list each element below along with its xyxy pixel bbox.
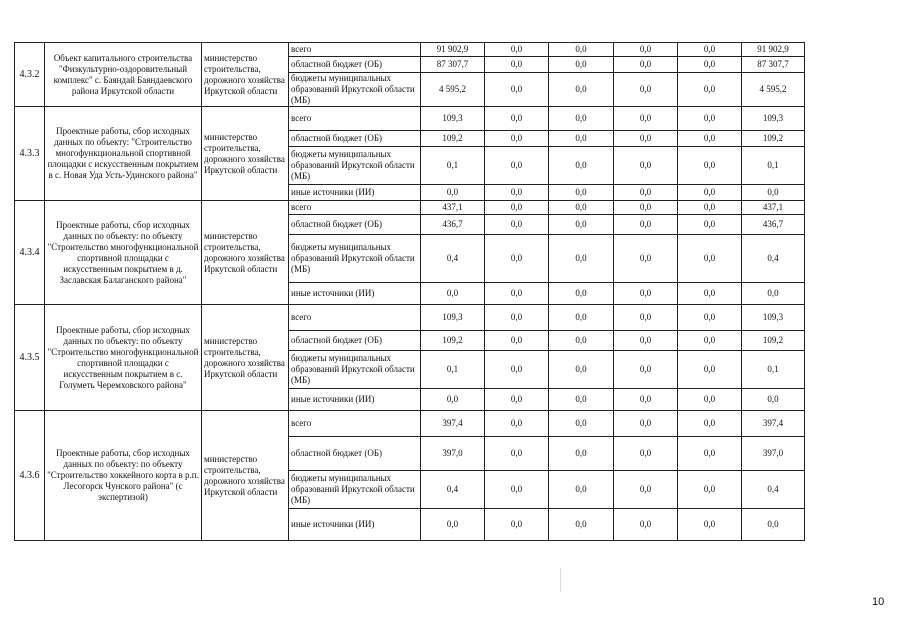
amount-cell: 0,0 <box>549 305 614 331</box>
amount-cell: 0,0 <box>549 147 614 185</box>
scan-artifact-line <box>560 568 561 592</box>
funding-source: областной бюджет (ОБ) <box>289 331 421 351</box>
amount-cell: 109,2 <box>742 331 805 351</box>
funding-source: всего <box>289 411 421 437</box>
amount-cell: 109,3 <box>421 107 485 131</box>
amount-cell: 0,0 <box>549 471 614 509</box>
amount-cell: 0,0 <box>678 411 742 437</box>
amount-cell: 0,0 <box>549 331 614 351</box>
funding-source: иные источники (ИИ) <box>289 283 421 305</box>
amount-cell: 0,0 <box>421 185 485 201</box>
amount-cell: 0,0 <box>678 235 742 283</box>
amount-cell: 0,0 <box>549 235 614 283</box>
amount-cell: 0,0 <box>742 509 805 541</box>
amount-cell: 0,0 <box>678 73 742 107</box>
amount-cell: 0,0 <box>485 43 549 57</box>
item-code: 4.3.6 <box>15 411 45 541</box>
amount-cell: 0,0 <box>549 185 614 201</box>
amount-cell: 0,0 <box>485 57 549 73</box>
amount-cell: 0,0 <box>614 107 678 131</box>
amount-cell: 0,0 <box>678 351 742 389</box>
amount-cell: 4 595,2 <box>742 73 805 107</box>
amount-cell: 0,0 <box>678 471 742 509</box>
item-code: 4.3.2 <box>15 43 45 107</box>
amount-cell: 0,0 <box>614 351 678 389</box>
funding-source: иные источники (ИИ) <box>289 389 421 411</box>
amount-cell: 0,0 <box>485 107 549 131</box>
amount-cell: 0,1 <box>742 147 805 185</box>
funding-source: всего <box>289 43 421 57</box>
amount-cell: 437,1 <box>742 201 805 215</box>
amount-cell: 0,0 <box>549 351 614 389</box>
funding-source: областной бюджет (ОБ) <box>289 131 421 147</box>
amount-cell: 0,0 <box>742 389 805 411</box>
amount-cell: 437,1 <box>421 201 485 215</box>
amount-cell: 0,0 <box>549 107 614 131</box>
amount-cell: 0,0 <box>485 437 549 471</box>
amount-cell: 0,0 <box>549 215 614 235</box>
amount-cell: 0,4 <box>742 235 805 283</box>
amount-cell: 0,0 <box>549 43 614 57</box>
table-row <box>15 411 805 437</box>
amount-cell: 0,0 <box>485 235 549 283</box>
amount-cell: 0,0 <box>485 283 549 305</box>
funding-source: бюджеты муниципальных образований Иркутской области (МБ) <box>289 235 421 283</box>
amount-cell: 0,0 <box>678 185 742 201</box>
amount-cell: 109,3 <box>421 305 485 331</box>
amount-cell: 0,0 <box>485 147 549 185</box>
amount-cell: 436,7 <box>421 215 485 235</box>
item-code: 4.3.3 <box>15 107 45 201</box>
amount-cell: 0,4 <box>421 471 485 509</box>
funding-source: бюджеты муниципальных образований Иркутской области (МБ) <box>289 351 421 389</box>
amount-cell: 0,1 <box>421 351 485 389</box>
item-name: Проектные работы, сбор исходных данных по объекту: по объекту "Строительство хоккейного корта в р.п. Лесогорск Чунского района" (с экспертизой) <box>45 411 202 541</box>
amount-cell: 0,0 <box>678 305 742 331</box>
amount-cell: 436,7 <box>742 215 805 235</box>
amount-cell: 0,0 <box>742 283 805 305</box>
funding-source: областной бюджет (ОБ) <box>289 57 421 73</box>
amount-cell: 0,0 <box>614 283 678 305</box>
amount-cell: 109,3 <box>742 305 805 331</box>
amount-cell: 0,0 <box>678 201 742 215</box>
item-executor: министерство строительства, дорожного хозяйства Иркутской области <box>202 411 289 541</box>
amount-cell: 0,0 <box>614 305 678 331</box>
amount-cell: 0,0 <box>549 131 614 147</box>
funding-source: областной бюджет (ОБ) <box>289 215 421 235</box>
amount-cell: 0,0 <box>614 147 678 185</box>
amount-cell: 0,0 <box>549 509 614 541</box>
amount-cell: 0,0 <box>614 471 678 509</box>
amount-cell: 0,0 <box>678 389 742 411</box>
amount-cell: 0,0 <box>549 411 614 437</box>
item-name: Объект капитального строительства "Физкультурно-оздоровительный комплекс" с. Баяндай Баяндаевского района Иркутской области <box>45 43 202 107</box>
amount-cell: 397,0 <box>421 437 485 471</box>
amount-cell: 397,4 <box>421 411 485 437</box>
amount-cell: 0,0 <box>614 331 678 351</box>
amount-cell: 0,0 <box>549 283 614 305</box>
amount-cell: 0,0 <box>485 185 549 201</box>
table-body <box>15 43 805 541</box>
amount-cell: 0,0 <box>549 201 614 215</box>
amount-cell: 0,0 <box>485 389 549 411</box>
funding-source: бюджеты муниципальных образований Иркутской области (МБ) <box>289 147 421 185</box>
item-executor: министерство строительства, дорожного хозяйства Иркутской области <box>202 107 289 201</box>
amount-cell: 0,0 <box>421 389 485 411</box>
item-name: Проектные работы, сбор исходных данных по объекту: по объекту "Строительство многофункциональной спортивной площадки с искусственным покрытием в д. Заславская Балаганского района" <box>45 201 202 305</box>
amount-cell: 0,0 <box>549 389 614 411</box>
amount-cell: 87 307,7 <box>421 57 485 73</box>
amount-cell: 0,0 <box>614 43 678 57</box>
amount-cell: 109,2 <box>421 131 485 147</box>
amount-cell: 0,0 <box>678 283 742 305</box>
amount-cell: 0,0 <box>614 201 678 215</box>
amount-cell: 0,0 <box>421 283 485 305</box>
funding-source: иные источники (ИИ) <box>289 509 421 541</box>
amount-cell: 0,0 <box>485 509 549 541</box>
amount-cell: 0,0 <box>678 43 742 57</box>
amount-cell: 0,0 <box>678 57 742 73</box>
amount-cell: 0,0 <box>485 471 549 509</box>
amount-cell: 87 307,7 <box>742 57 805 73</box>
amount-cell: 0,0 <box>678 331 742 351</box>
amount-cell: 0,4 <box>421 235 485 283</box>
funding-source: всего <box>289 107 421 131</box>
amount-cell: 0,0 <box>614 235 678 283</box>
amount-cell: 397,0 <box>742 437 805 471</box>
amount-cell: 91 902,9 <box>421 43 485 57</box>
amount-cell: 109,2 <box>421 331 485 351</box>
amount-cell: 0,0 <box>549 57 614 73</box>
amount-cell: 0,4 <box>742 471 805 509</box>
amount-cell: 0,0 <box>678 509 742 541</box>
amount-cell: 0,0 <box>485 131 549 147</box>
amount-cell: 0,0 <box>549 73 614 107</box>
funding-source: иные источники (ИИ) <box>289 185 421 201</box>
amount-cell: 0,0 <box>678 131 742 147</box>
item-executor: министерство строительства, дорожного хозяйства Иркутской области <box>202 43 289 107</box>
budget-table <box>14 42 805 541</box>
amount-cell: 0,0 <box>485 331 549 351</box>
item-executor: министерство строительства, дорожного хозяйства Иркутской области <box>202 305 289 411</box>
amount-cell: 0,0 <box>485 305 549 331</box>
amount-cell: 0,0 <box>485 73 549 107</box>
table-row <box>15 201 805 215</box>
amount-cell: 0,0 <box>742 185 805 201</box>
amount-cell: 397,4 <box>742 411 805 437</box>
amount-cell: 91 902,9 <box>742 43 805 57</box>
amount-cell: 0,0 <box>614 131 678 147</box>
item-executor: министерство строительства, дорожного хозяйства Иркутской области <box>202 201 289 305</box>
amount-cell: 0,0 <box>614 57 678 73</box>
table-row <box>15 107 805 131</box>
amount-cell: 0,0 <box>678 215 742 235</box>
item-code: 4.3.4 <box>15 201 45 305</box>
funding-source: бюджеты муниципальных образований Иркутской области (МБ) <box>289 471 421 509</box>
amount-cell: 4 595,2 <box>421 73 485 107</box>
funding-source: всего <box>289 305 421 331</box>
funding-source: областной бюджет (ОБ) <box>289 437 421 471</box>
amount-cell: 0,0 <box>614 389 678 411</box>
amount-cell: 0,0 <box>485 215 549 235</box>
amount-cell: 0,1 <box>742 351 805 389</box>
item-name: Проектные работы, сбор исходных данных по объекту: по объекту "Строительство многофункциональной спортивной площадки с искусственным покрытием в с. Голуметь Черемховского района" <box>45 305 202 411</box>
amount-cell: 0,0 <box>678 437 742 471</box>
page-number: 10 <box>872 596 885 608</box>
amount-cell: 0,0 <box>485 351 549 389</box>
amount-cell: 0,0 <box>549 437 614 471</box>
table-row <box>15 43 805 57</box>
table-row <box>15 305 805 331</box>
amount-cell: 0,0 <box>678 147 742 185</box>
amount-cell: 0,0 <box>485 201 549 215</box>
amount-cell: 109,2 <box>742 131 805 147</box>
funding-source: бюджеты муниципальных образований Иркутской области (МБ) <box>289 73 421 107</box>
amount-cell: 0,0 <box>421 509 485 541</box>
amount-cell: 0,0 <box>614 185 678 201</box>
amount-cell: 0,0 <box>614 73 678 107</box>
item-name: Проектные работы, сбор исходных данных по объекту: "Строительство многофункциональной спортивной площадки с искусственным покрытием в с. Новая Уда Усть-Удинского района" <box>45 107 202 201</box>
amount-cell: 0,0 <box>614 509 678 541</box>
amount-cell: 0,0 <box>678 107 742 131</box>
amount-cell: 0,0 <box>614 411 678 437</box>
funding-source: всего <box>289 201 421 215</box>
amount-cell: 0,0 <box>614 215 678 235</box>
amount-cell: 0,0 <box>485 411 549 437</box>
amount-cell: 0,0 <box>614 437 678 471</box>
amount-cell: 0,1 <box>421 147 485 185</box>
amount-cell: 109,3 <box>742 107 805 131</box>
item-code: 4.3.5 <box>15 305 45 411</box>
